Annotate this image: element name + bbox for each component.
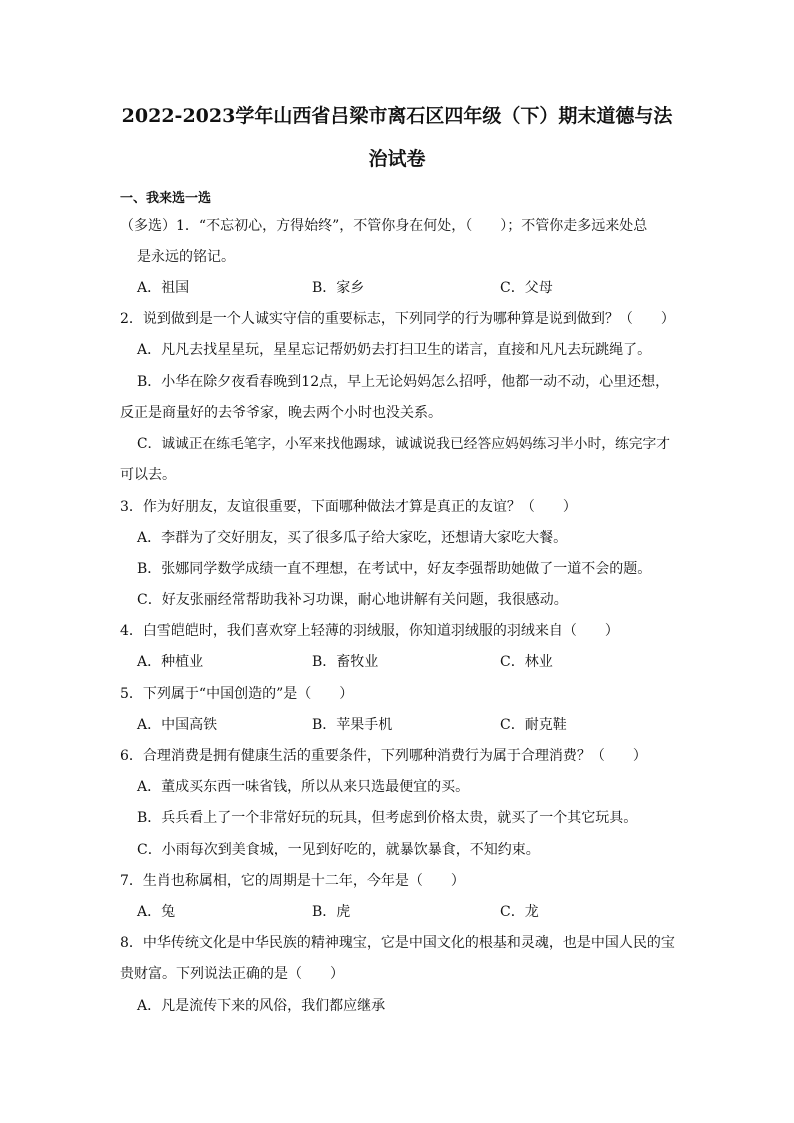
option-b: B．小华在除夕夜看春晚到12点，早上无论妈妈怎么招呼，他都一动不动，心里还想， [137, 374, 670, 390]
option-c: C．龙 [500, 904, 539, 920]
title-line-1: 2022-2023学年山西省吕梁市离石区四年级（下）期末道德与法 [121, 105, 673, 127]
option-b-cont: 反正是商量好的去爷爷家，晚去两个小时也没关系。 [120, 405, 442, 421]
option-c: C．诚诚正在练毛笔字，小军来找他踢球，诚诚说我已经答应妈妈练习半小时，练完字才 [137, 436, 671, 452]
option-b: B．张娜同学数学成绩一直不理想，在考试中，好友李强帮助她做了一道不会的题。 [137, 561, 652, 577]
option-b: B．苹果手机 [312, 717, 393, 733]
question-stem: 3．作为好朋友，友谊很重要，下面哪种做法才算是真正的友谊？（ ） [120, 499, 577, 515]
option-b: B．畜牧业 [312, 654, 379, 670]
question-stem: 8．中华传统文化是中华民族的精神瑰宝，它是中国文化的根基和灵魂，也是中国人民的宝 [120, 935, 675, 951]
option-a: A．凡凡去找星星玩，星星忘记帮奶奶去打扫卫生的诺言，直接和凡凡去玩跳绳了。 [137, 342, 652, 358]
option-c: C．父母 [500, 280, 553, 296]
option-a: A．种植业 [137, 654, 204, 670]
section-heading: 一、我来选一选 [120, 191, 212, 206]
option-c: C．小雨每次到美食城，一见到好吃的，就暴饮暴食，不知约束。 [137, 842, 540, 858]
option-a: A．中国高铁 [137, 717, 218, 733]
question-stem: 5．下列属于“中国创造的”是（ ） [120, 686, 354, 702]
option-a: A．李群为了交好朋友，买了很多瓜子给大家吃，还想请大家吃大餐。 [137, 530, 568, 546]
option-a: A．祖国 [137, 280, 190, 296]
title-line-2: 治试卷 [368, 148, 426, 170]
option-a: A．董成买东西一味省钱，所以从来只选最便宜的买。 [137, 779, 470, 795]
question-stem: 7．生肖也称属相，它的周期是十二年，今年是（ ） [120, 873, 465, 889]
option-c-cont: 可以去。 [120, 467, 176, 483]
question-stem: 2．说到做到是一个人诚实守信的重要标志，下列同学的行为哪种算是说到做到？（ ） [120, 311, 675, 327]
option-b: B．家乡 [312, 280, 365, 296]
question-stem: 6．合理消费是拥有健康生活的重要条件，下列哪种消费行为属于合理消费？（ ） [120, 748, 647, 764]
option-a: A．凡是流传下来的风俗，我们都应继承 [137, 998, 386, 1014]
option-b: B．虎 [312, 904, 351, 920]
question-stem: 4．白雪皑皑时，我们喜欢穿上轻薄的羽绒服，你知道羽绒服的羽绒来自（ ） [120, 623, 619, 639]
option-b: B．兵兵看上了一个非常好玩的玩具，但考虑到价格太贵，就买了一个其它玩具。 [137, 810, 638, 826]
option-c: C．林业 [500, 654, 553, 670]
option-c: C．好友张丽经常帮助我补习功课，耐心地讲解有关问题，我很感动。 [137, 592, 568, 608]
question-stem: （多选）1．“不忘初心，方得始终”，不管你身在何处，（ ）；不管你走多远来处总 [120, 218, 648, 234]
question-stem-cont: 贵财富。下列说法正确的是（ ） [120, 966, 344, 982]
question-stem-cont: 是永远的铭记。 [137, 249, 235, 265]
option-c: C．耐克鞋 [500, 717, 567, 733]
option-a: A．兔 [137, 904, 176, 920]
